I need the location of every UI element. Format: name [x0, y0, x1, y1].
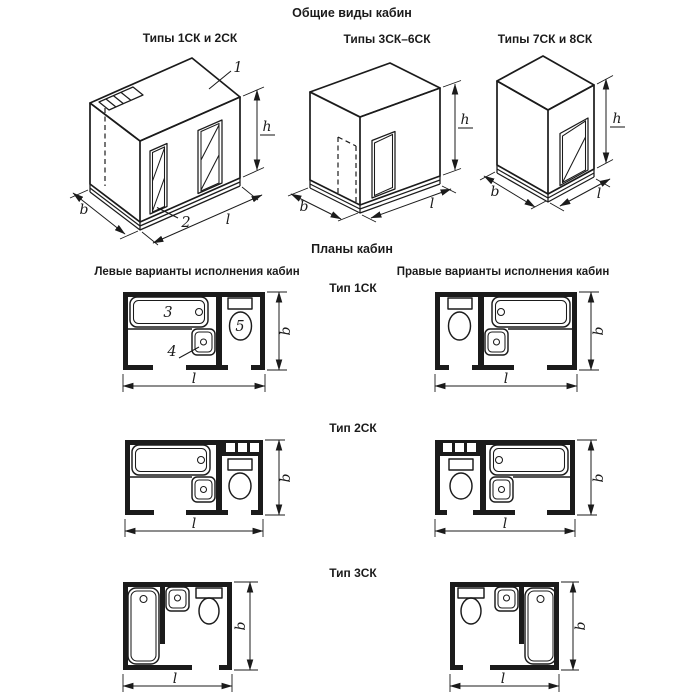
dim-width	[70, 190, 138, 239]
door-opening-right	[198, 120, 222, 194]
toilet-tank	[228, 298, 252, 309]
dim-label-l: l	[596, 186, 602, 202]
dim-length	[435, 516, 575, 537]
dim-length	[125, 516, 263, 537]
plan-1sk-right	[435, 292, 607, 392]
toilet	[228, 459, 252, 499]
washbasin-drain	[201, 487, 207, 493]
bathtub	[525, 588, 556, 664]
dim-height	[443, 81, 473, 176]
washbasin-drain	[499, 487, 505, 493]
dim-label-l: l	[500, 671, 506, 687]
toilet	[458, 588, 484, 624]
washbasin	[490, 477, 513, 502]
callout-toilet: 5	[235, 319, 245, 335]
callout-leader-washbasin	[179, 347, 199, 358]
plan-row-label-3sk: Тип 3СК	[329, 566, 377, 580]
bathtub-drain	[496, 457, 503, 464]
toilet-bowl	[461, 598, 481, 624]
dim-label-h: h	[460, 112, 470, 128]
washbasin	[485, 329, 508, 355]
dim-label-h: h	[262, 119, 272, 135]
toilet-tank	[228, 459, 252, 470]
dim-label-b: b	[573, 621, 589, 631]
dim-width	[577, 440, 607, 515]
toilet	[196, 588, 222, 624]
right-variants-header: Правые варианты исполнения кабин	[396, 266, 610, 278]
base-plinth	[497, 165, 594, 202]
door-opening	[372, 132, 395, 199]
toilet-bowl	[199, 598, 219, 624]
bathtub-drain	[537, 596, 544, 603]
washbasin	[495, 587, 518, 611]
washbasin	[166, 587, 189, 611]
washbasin-drain	[504, 595, 510, 601]
vent-unit	[440, 440, 480, 456]
toilet-tank	[448, 298, 472, 309]
washbasin	[192, 477, 215, 502]
cabin-box	[497, 56, 594, 202]
iso-view-types-7sk-8sk	[480, 32, 625, 211]
dim-width	[267, 292, 294, 370]
washbasin-drain	[201, 339, 207, 345]
dim-length	[435, 371, 577, 392]
dim-width	[288, 188, 358, 221]
washbasin-drain	[175, 595, 181, 601]
partition-wall	[160, 587, 165, 644]
dim-width	[561, 582, 589, 670]
plan-3sk-left	[123, 582, 258, 692]
callout-bathtub: 3	[163, 305, 173, 321]
dim-length	[142, 187, 262, 245]
dim-height	[597, 76, 625, 169]
door-opening-left	[150, 144, 167, 215]
plan-2sk-left	[125, 440, 294, 537]
plan-1sk-left	[123, 292, 294, 392]
partition-wall	[216, 292, 222, 370]
dim-label-l: l	[225, 212, 231, 228]
roof-face	[497, 56, 594, 110]
dim-label-b: b	[79, 202, 89, 218]
dim-label-l: l	[191, 516, 197, 532]
dim-label-b: b	[490, 184, 500, 200]
dim-label-l: l	[502, 516, 508, 532]
iso-view-types-3sk-6sk	[288, 32, 473, 222]
dim-label-h: h	[612, 111, 622, 127]
washbasin	[192, 329, 215, 355]
washbasin-drain	[494, 339, 500, 345]
bathtub	[128, 588, 159, 664]
plan-row-label-1sk: Тип 1СК	[329, 281, 377, 295]
plan-3sk-right	[450, 582, 589, 692]
toilet-bowl	[229, 473, 251, 499]
toilet-tank	[196, 588, 222, 598]
dim-label-l: l	[172, 671, 178, 687]
iso-view-types-1sk-2sk	[70, 31, 275, 245]
bathtub	[132, 445, 210, 475]
iso-view-label: Типы 7СК и 8СК	[497, 32, 593, 46]
dim-length	[123, 371, 265, 392]
dim-length	[450, 671, 559, 692]
page-title: Общие виды кабин	[292, 6, 412, 20]
callout-washbasin: 4	[167, 344, 177, 360]
hidden-door-outline	[338, 137, 356, 203]
dim-label-b: b	[278, 473, 294, 483]
bathtub-drain	[196, 309, 203, 316]
partition-wall	[216, 440, 222, 515]
dim-length	[550, 179, 610, 211]
toilet-bowl	[449, 312, 471, 340]
dim-label-l: l	[191, 371, 197, 387]
iso-view-label: Типы 3СК–6СК	[343, 32, 431, 46]
toilet	[448, 298, 472, 340]
plans-title: Планы кабин	[311, 242, 393, 256]
bathtub	[490, 445, 568, 475]
dim-height	[243, 87, 275, 177]
toilet-tank	[449, 459, 473, 470]
walls	[435, 292, 577, 370]
dim-label-b: b	[233, 621, 249, 631]
bathtub-drain	[140, 596, 147, 603]
iso-view-label: Типы 1СК и 2СК	[142, 31, 238, 45]
toilet-tank	[458, 588, 484, 598]
left-face	[90, 103, 140, 222]
callout-ceiling-panel: 1	[233, 60, 243, 76]
left-variants-header: Левые варианты исполнения кабин	[94, 266, 300, 278]
callout-floor-panel: 2	[181, 215, 191, 231]
toilet-bowl	[450, 473, 472, 499]
dim-label-b: b	[278, 326, 294, 336]
roof-vent-grille	[99, 87, 143, 110]
partition-wall	[480, 440, 486, 515]
dim-length	[123, 671, 232, 692]
dim-label-b: b	[591, 473, 607, 483]
partition-wall	[478, 292, 484, 370]
vent-unit	[222, 440, 263, 456]
dim-label-l: l	[503, 371, 509, 387]
dim-width	[265, 440, 294, 515]
bathtub-drain	[198, 457, 205, 464]
dim-label-b: b	[299, 199, 309, 215]
dim-label-l: l	[429, 196, 435, 212]
toilet	[449, 459, 473, 499]
bathtub	[492, 297, 570, 327]
bathtub-drain	[498, 309, 505, 316]
roof-face	[310, 63, 440, 117]
dim-width	[233, 582, 258, 670]
plan-row-label-2sk: Тип 2СК	[329, 421, 377, 435]
dim-label-b: b	[591, 326, 607, 336]
partition-wall	[519, 587, 524, 644]
dim-width	[579, 292, 607, 370]
plan-2sk-right	[435, 440, 607, 537]
